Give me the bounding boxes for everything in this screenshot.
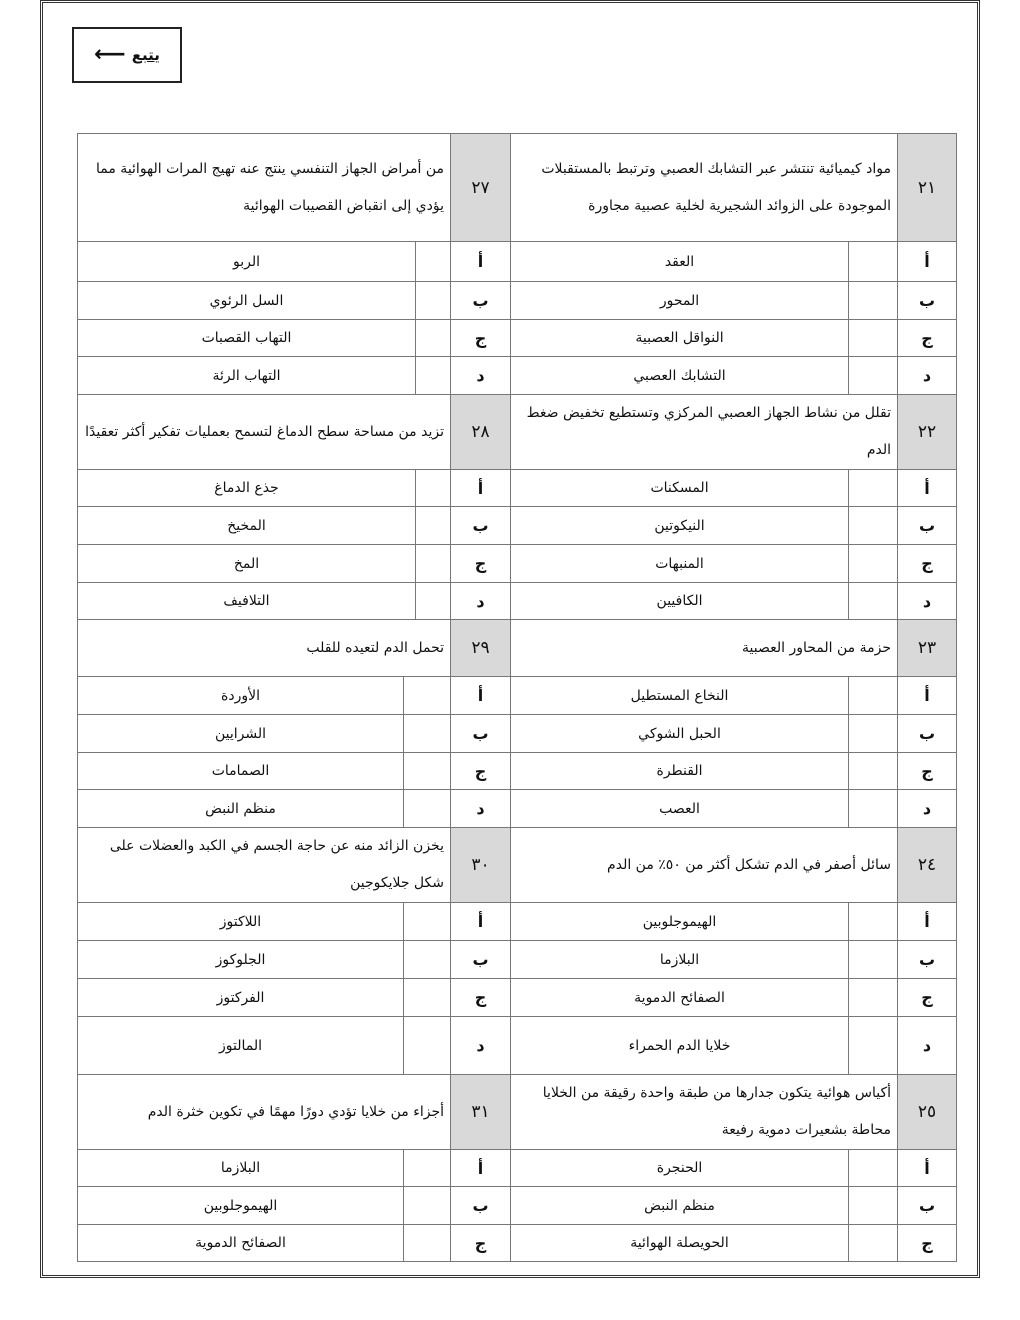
option-row bbox=[78, 903, 957, 941]
option-letter: ج bbox=[898, 753, 957, 790]
option-text: منظم النبض bbox=[511, 1187, 849, 1225]
option-letter: ب bbox=[451, 715, 511, 753]
answer-box[interactable] bbox=[849, 1187, 898, 1225]
option-text: الفركتوز bbox=[78, 979, 404, 1017]
option-letter: ب bbox=[898, 941, 957, 979]
question-number: ٢١ bbox=[898, 134, 957, 242]
question-row bbox=[78, 828, 957, 903]
option-letter: أ bbox=[451, 470, 511, 507]
option-text: المالتوز bbox=[78, 1017, 404, 1075]
option-letter: ج bbox=[898, 979, 957, 1017]
answer-box[interactable] bbox=[416, 242, 451, 282]
answer-box[interactable] bbox=[849, 470, 898, 507]
question-row bbox=[78, 395, 957, 470]
option-text: المخيخ bbox=[78, 507, 416, 545]
option-letter: ب bbox=[451, 507, 511, 545]
option-letter: ج bbox=[451, 1225, 511, 1262]
option-text: العصب bbox=[511, 790, 849, 828]
arrow-left-icon: ⟵ bbox=[94, 42, 126, 67]
option-letter: ب bbox=[451, 282, 511, 320]
answer-box[interactable] bbox=[849, 753, 898, 790]
answer-box[interactable] bbox=[849, 715, 898, 753]
question-number: ٢٥ bbox=[898, 1075, 957, 1150]
option-letter: د bbox=[898, 790, 957, 828]
option-text: التهاب الرئة bbox=[78, 357, 416, 395]
option-text: السل الرئوي bbox=[78, 282, 416, 320]
option-row bbox=[78, 979, 957, 1017]
question-number: ٢٤ bbox=[898, 828, 957, 903]
questions-table bbox=[77, 133, 957, 1262]
option-text: التلافيف bbox=[78, 583, 416, 620]
option-letter: د bbox=[451, 1017, 511, 1075]
option-letter: د bbox=[898, 583, 957, 620]
option-row bbox=[78, 790, 957, 828]
option-letter: أ bbox=[451, 903, 511, 941]
question-number: ٢٨ bbox=[451, 395, 511, 470]
answer-box[interactable] bbox=[849, 282, 898, 320]
answer-box[interactable] bbox=[849, 507, 898, 545]
option-row bbox=[78, 753, 957, 790]
option-text: الصفائح الدموية bbox=[511, 979, 849, 1017]
answer-box[interactable] bbox=[404, 1150, 451, 1187]
option-text: منظم النبض bbox=[78, 790, 404, 828]
answer-box[interactable] bbox=[416, 583, 451, 620]
option-text: المحور bbox=[511, 282, 849, 320]
option-row bbox=[78, 357, 957, 395]
answer-box[interactable] bbox=[404, 753, 451, 790]
answer-box[interactable] bbox=[404, 1225, 451, 1262]
option-letter: ب bbox=[898, 1187, 957, 1225]
question-text: تقلل من نشاط الجهاز العصبي المركزي وتستطيع تخفيض ضغط الدم bbox=[511, 395, 898, 470]
option-text: المنبهات bbox=[511, 545, 849, 583]
option-letter: د bbox=[451, 583, 511, 620]
option-row bbox=[78, 507, 957, 545]
answer-box[interactable] bbox=[849, 979, 898, 1017]
answer-box[interactable] bbox=[849, 583, 898, 620]
option-letter: ب bbox=[451, 941, 511, 979]
option-text: النواقل العصبية bbox=[511, 320, 849, 357]
question-row bbox=[78, 620, 957, 677]
answer-box[interactable] bbox=[849, 790, 898, 828]
option-letter: أ bbox=[451, 677, 511, 715]
option-letter: ج bbox=[451, 320, 511, 357]
answer-box[interactable] bbox=[404, 903, 451, 941]
option-row bbox=[78, 1187, 957, 1225]
option-letter: ج bbox=[898, 320, 957, 357]
option-row bbox=[78, 941, 957, 979]
answer-box[interactable] bbox=[849, 677, 898, 715]
answer-box[interactable] bbox=[404, 1017, 451, 1075]
option-letter: د bbox=[451, 790, 511, 828]
option-text: الربو bbox=[78, 242, 416, 282]
option-letter: أ bbox=[898, 1150, 957, 1187]
question-number: ٢٢ bbox=[898, 395, 957, 470]
question-number: ٢٣ bbox=[898, 620, 957, 677]
option-letter: ب bbox=[898, 715, 957, 753]
option-letter: أ bbox=[451, 1150, 511, 1187]
option-text: النيكوتين bbox=[511, 507, 849, 545]
question-row bbox=[78, 134, 957, 242]
option-text: العقد bbox=[511, 242, 849, 282]
answer-box[interactable] bbox=[849, 545, 898, 583]
answer-box[interactable] bbox=[416, 545, 451, 583]
option-text: الحويصلة الهوائية bbox=[511, 1225, 849, 1262]
option-text: البلازما bbox=[78, 1150, 404, 1187]
answer-box[interactable] bbox=[404, 715, 451, 753]
option-text: الهيموجلوبين bbox=[78, 1187, 404, 1225]
answer-box[interactable] bbox=[849, 1225, 898, 1262]
question-text: حزمة من المحاور العصبية bbox=[511, 620, 898, 677]
question-text: من أمراض الجهاز التنفسي ينتج عنه تهيج المرات الهوائية مما يؤدي إلى انقباض القصيبات الهوائية bbox=[78, 134, 451, 242]
option-row bbox=[78, 677, 957, 715]
answer-box[interactable] bbox=[404, 1187, 451, 1225]
question-text: أكياس هوائية يتكون جدارها من طبقة واحدة رقيقة من الخلايا محاطة بشعيرات دموية رفيعة bbox=[511, 1075, 898, 1150]
option-text: البلازما bbox=[511, 941, 849, 979]
continue-label: يتبع bbox=[131, 46, 160, 64]
answer-box[interactable] bbox=[849, 1017, 898, 1075]
option-row bbox=[78, 715, 957, 753]
option-letter: ج bbox=[898, 1225, 957, 1262]
option-letter: ب bbox=[898, 507, 957, 545]
option-letter: ب bbox=[898, 282, 957, 320]
answer-box[interactable] bbox=[404, 979, 451, 1017]
answer-box[interactable] bbox=[849, 941, 898, 979]
option-letter: د bbox=[898, 1017, 957, 1075]
option-text: الصمامات bbox=[78, 753, 404, 790]
answer-box[interactable] bbox=[416, 357, 451, 395]
option-letter: أ bbox=[898, 242, 957, 282]
option-row bbox=[78, 470, 957, 507]
option-text: الكافيين bbox=[511, 583, 849, 620]
option-row bbox=[78, 1017, 957, 1075]
option-text: الحنجرة bbox=[511, 1150, 849, 1187]
option-letter: أ bbox=[898, 903, 957, 941]
question-number: ٢٩ bbox=[451, 620, 511, 677]
option-letter: ج bbox=[898, 545, 957, 583]
option-text: الأوردة bbox=[78, 677, 404, 715]
option-letter: ب bbox=[451, 1187, 511, 1225]
answer-box[interactable] bbox=[416, 507, 451, 545]
option-letter: ج bbox=[451, 979, 511, 1017]
option-text: اللاكتوز bbox=[78, 903, 404, 941]
option-text: المسكنات bbox=[511, 470, 849, 507]
option-letter: ج bbox=[451, 545, 511, 583]
answer-box[interactable] bbox=[416, 282, 451, 320]
question-text: أجزاء من خلايا تؤدي دورًا مهمًا في تكوين خثرة الدم bbox=[78, 1075, 451, 1150]
option-text: الشرايين bbox=[78, 715, 404, 753]
question-number: ٢٧ bbox=[451, 134, 511, 242]
option-text: الهيموجلوبين bbox=[511, 903, 849, 941]
option-row bbox=[78, 242, 957, 282]
option-letter: أ bbox=[451, 242, 511, 282]
option-letter: أ bbox=[898, 677, 957, 715]
option-row bbox=[78, 320, 957, 357]
option-row bbox=[78, 1150, 957, 1187]
answer-box[interactable] bbox=[849, 242, 898, 282]
question-text: سائل أصفر في الدم تشكل أكثر من ٥٠٪ من الدم bbox=[511, 828, 898, 903]
option-row bbox=[78, 282, 957, 320]
option-letter: أ bbox=[898, 470, 957, 507]
option-text: النخاع المستطيل bbox=[511, 677, 849, 715]
answer-box[interactable] bbox=[849, 320, 898, 357]
answer-box[interactable] bbox=[849, 1150, 898, 1187]
option-text: الحبل الشوكي bbox=[511, 715, 849, 753]
answer-box[interactable] bbox=[404, 790, 451, 828]
option-letter: د bbox=[898, 357, 957, 395]
option-row bbox=[78, 583, 957, 620]
answer-box[interactable] bbox=[404, 941, 451, 979]
answer-box[interactable] bbox=[849, 903, 898, 941]
option-text: التشابك العصبي bbox=[511, 357, 849, 395]
option-text: التهاب القصبات bbox=[78, 320, 416, 357]
option-text: القنطرة bbox=[511, 753, 849, 790]
answer-box[interactable] bbox=[416, 470, 451, 507]
option-text: خلايا الدم الحمراء bbox=[511, 1017, 849, 1075]
option-row bbox=[78, 545, 957, 583]
continue-box bbox=[72, 27, 182, 83]
question-text: يخزن الزائد منه عن حاجة الجسم في الكبد والعضلات على شكل جلايكوجين bbox=[78, 828, 451, 903]
option-text: المخ bbox=[78, 545, 416, 583]
option-text: الجلوكوز bbox=[78, 941, 404, 979]
option-text: جذع الدماغ bbox=[78, 470, 416, 507]
answer-box[interactable] bbox=[416, 320, 451, 357]
question-number: ٣٠ bbox=[451, 828, 511, 903]
question-text: تزيد من مساحة سطح الدماغ لتسمح بعمليات تفكير أكثر تعقيدًا bbox=[78, 395, 451, 470]
answer-box[interactable] bbox=[404, 677, 451, 715]
option-letter: د bbox=[451, 357, 511, 395]
option-letter: ج bbox=[451, 753, 511, 790]
question-row bbox=[78, 1075, 957, 1150]
option-text: الصفائح الدموية bbox=[78, 1225, 404, 1262]
question-text: مواد كيميائية تنتشر عبر التشابك العصبي وترتبط بالمستقبلات الموجودة على الزوائد الشجيرية لخلية عصبية مجاورة bbox=[511, 134, 898, 242]
option-row bbox=[78, 1225, 957, 1262]
question-number: ٣١ bbox=[451, 1075, 511, 1150]
question-text: تحمل الدم لتعيده للقلب bbox=[78, 620, 451, 677]
answer-box[interactable] bbox=[849, 357, 898, 395]
